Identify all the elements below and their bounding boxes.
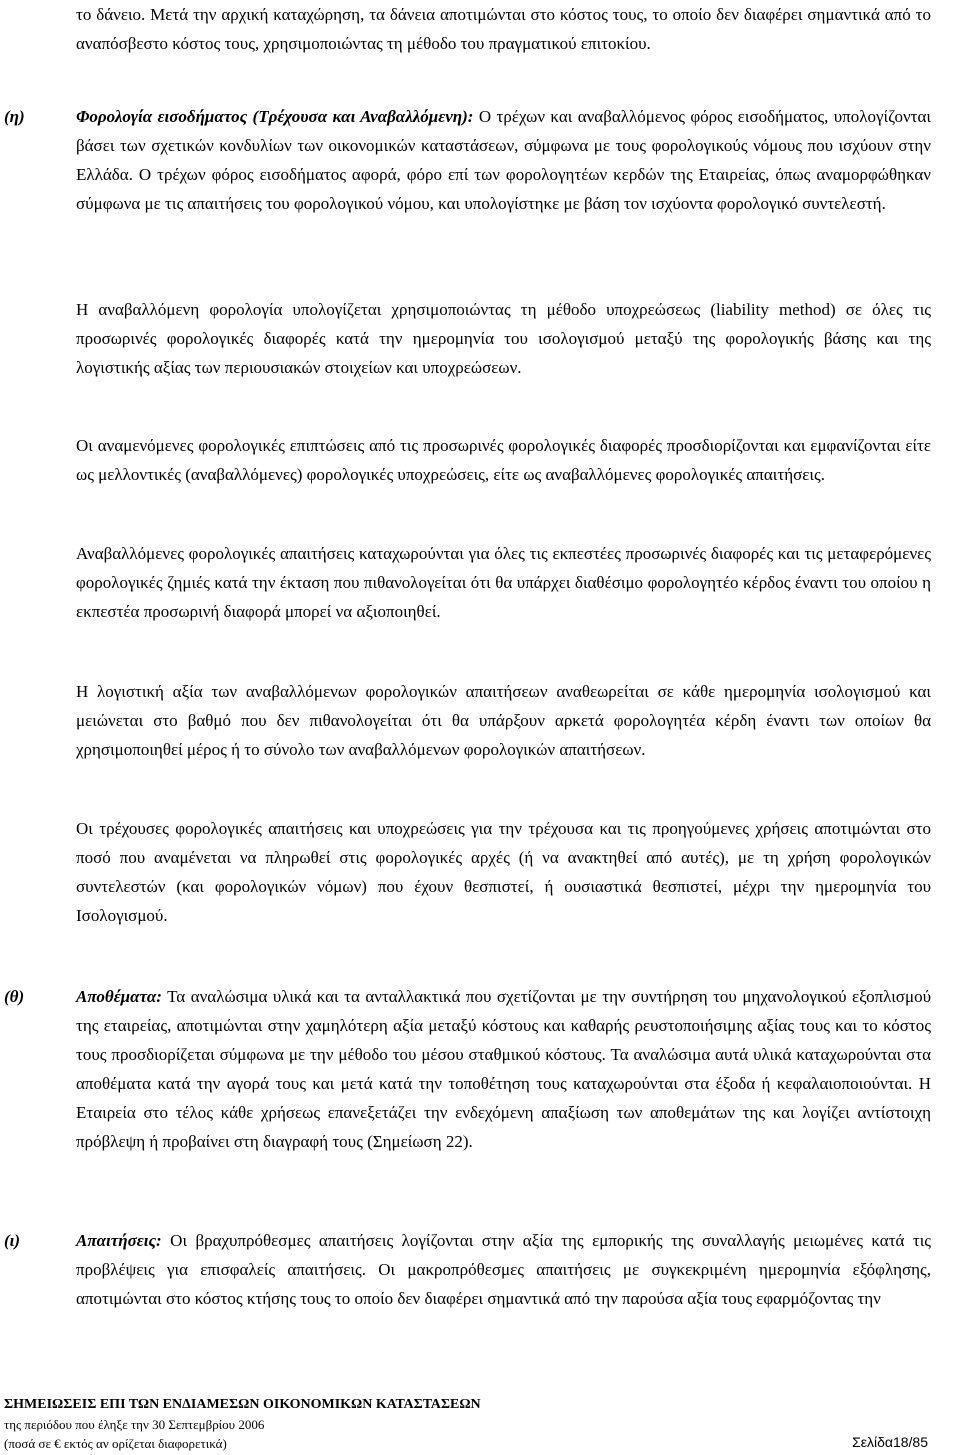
paragraph-current-tax-assets: Οι τρέχουσες φορολογικές απαιτήσεις και υποχρεώσεις για την τρέχουσα και τις προηγούμενες χρήσεις αποτιμώνται στο ποσό που αναμένεται να πληρωθεί στις φορολογικές αρχές (ή να ανακτηθεί από αυτές), με τη χρήση φορολογικών συντελεστών (και φορολογικών νόμων) που έχουν θεσπιστεί, ή ουσιαστικά θεσπιστεί, μέχρι την ημερομηνία του Ισολογισμού. bbox=[76, 819, 931, 925]
section-marker-iota: (ι) bbox=[4, 1231, 21, 1250]
section-marker-theta: (θ) bbox=[4, 987, 25, 1006]
paragraph-deferred-tax-method: Η αναβαλλόμενη φορολογία υπολογίζεται χρησιμοποιώντας τη μέθοδο υποχρεώσεως (liability method) σε όλες τις προσωρινές φορολογικές διαφορές κατά την ημερομηνία του ισολογισμού μεταξύ της φορολογικής βάσης και της λογιστικής αξίας των περιουσιακών στοιχείων και υποχρεώσεων. bbox=[76, 300, 931, 377]
section-heading-receivables: Απαιτήσεις: bbox=[76, 1231, 162, 1250]
paragraph-expected-tax-effects: Οι αναμενόμενες φορολογικές επιπτώσεις από τις προσωρινές φορολογικές διαφορές προσδιορίζονται και εμφανίζονται είτε ως μελλοντικές (αναβαλλόμενες) φορολογικές υποχρεώσεις, είτε ως αναβαλλόμενες φορολογικές απαιτήσεις. bbox=[76, 436, 931, 484]
footer-currency-note: (ποσά σε € εκτός αν ορίζεται διαφορετικά) bbox=[4, 1436, 227, 1451]
section-heading-inventories: Αποθέματα: bbox=[76, 987, 162, 1006]
paragraph-deferred-tax-assets: Αναβαλλόμενες φορολογικές απαιτήσεις καταχωρούνται για όλες τις εκπεστέες προσωρινές διαφορές και τις μεταφερόμενες φορολογικές ζημιές κατά την έκταση που πιθανολογείται ότι θα υπάρχει διαθέσιμο φορολογητέο κέρδος έναντι του οποίου η εκπεστέα προσωρινή διαφορά μπορεί να αξιοποιηθεί. bbox=[76, 544, 931, 621]
paragraph-income-tax: Φορολογία εισοδήματος (Τρέχουσα και Αναβαλλόμενη): Ο τρέχων και αναβαλλόμενος φόρος εισοδήματος, υπολογίζονται βάσει των σχετικών κονδυλίων των οικονομικών καταστάσεων, σύμφωνα με τους φορολογικούς νόμους που ισχύουν στην Ελλάδα. Ο τρέχων φόρος εισοδήματος αφορά, φόρο επί των φορολογητέων κερδών της Εταιρείας, όπως αναμορφώθηκαν σύμφωνα με τις απαιτήσεις του φορολογικού νόμου, και υπολογίστηκε με βάση τον ισχύοντα φορολογικό συντελεστή. bbox=[76, 107, 931, 213]
section-marker-eta: (η) bbox=[4, 107, 25, 126]
paragraph-loans-continuation: το δάνειο. Μετά την αρχική καταχώρηση, τα δάνεια αποτιμώνται στο κόστος τους, το οποίο δεν διαφέρει σημαντικά από το αναπόσβεστο κόστος τους, χρησιμοποιώντας τη μέθοδο του πραγματικού επιτοκίου. bbox=[76, 5, 931, 53]
footer-title: ΣΗΜΕΙΩΣΕΙΣ ΕΠΙ ΤΩΝ ΕΝΔΙΑΜΕΣΩΝ ΟΙΚΟΝΟΜΙΚΩΝ ΚΑΤΑΣΤΑΣΕΩΝ bbox=[4, 1397, 481, 1412]
section-heading-income-tax: Φορολογία εισοδήματος (Τρέχουσα και Αναβαλλόμενη): bbox=[76, 107, 474, 126]
page-number: Σελίδα18/85 bbox=[852, 1434, 928, 1450]
paragraph-receivables: Απαιτήσεις: Οι βραχυπρόθεσμες απαιτήσεις λογίζονται στην αξία της εμπορικής της συναλλαγής μειωμένες κατά τις προβλέψεις για επισφαλείς απαιτήσεις. Οι μακροπρόθεσμες απαιτήσεις με συγκεκριμένη ημερομηνία εξόφλησης, αποτιμώνται στο κόστος κτήσης τους το οποίο δεν διαφέρει σημαντικά από την παρούσα αξία τους εφαρμόζοντας την bbox=[76, 1231, 931, 1308]
paragraph-carrying-amount-review: Η λογιστική αξία των αναβαλλόμενων φορολογικών απαιτήσεων αναθεωρείται σε κάθε ημερομηνία ισολογισμού και μειώνεται στο βαθμό που δεν πιθανολογείται ότι θα υπάρξουν αρκετά φορολογητέα κέρδη έναντι των οποίων θα χρησιμοποιηθεί μέρος ή το σύνολο των αναβαλλόμενων φορολογικών απαιτήσεων. bbox=[76, 682, 931, 759]
paragraph-inventories: Αποθέματα: Τα αναλώσιμα υλικά και τα ανταλλακτικά που σχετίζονται με την συντήρηση του μηχανολογικού εξοπλισμού της εταιρείας, αποτιμώνται στην χαμηλότερη αξία μεταξύ κόστους και καθαρής ρευστοποιήσιμης αξίας τους και το κόστος τους προσδιορίζεται σύμφωνα με την μέθοδο του μέσου σταθμικού κόστους. Τα αναλώσιμα αυτά υλικά καταχωρούνται στα αποθέματα κατά την αγορά τους και μετά κατά την τοποθέτηση τους καταχωρούνται στα έξοδα ή κεφαλαιοποιούνται. Η Εταιρεία στο τέλος κάθε χρήσεως επανεξετάζει την ενδεχόμενη απαξίωση των αποθεμάτων της και λογίζει αντίστοιχη πρόβλεψη ή προβαίνει στη διαγραφή τους (Σημείωση 22). bbox=[76, 987, 931, 1151]
footer-period: της περιόδου που έληξε την 30 Σεπτεμβρίου 2006 bbox=[4, 1417, 265, 1432]
